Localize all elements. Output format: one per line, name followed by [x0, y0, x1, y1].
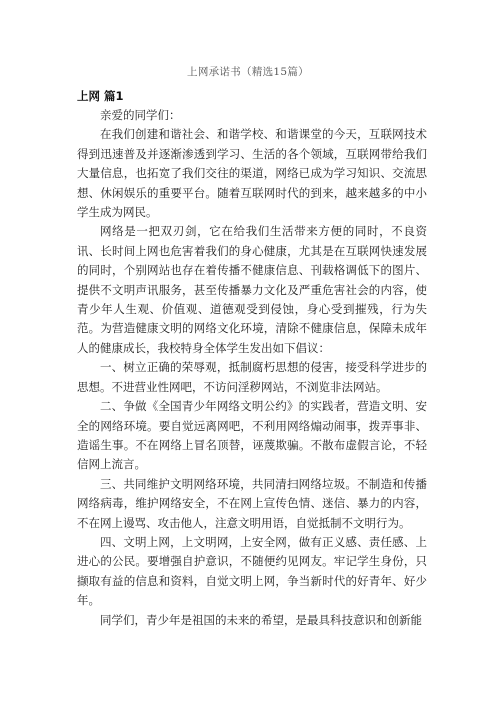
- document-body: [77, 86, 427, 630]
- section-heading: 上网 篇1: [77, 89, 124, 103]
- document-title: 上网承诺书（精选15篇）: [187, 66, 309, 78]
- paragraph-intro: 在我们创建和谐社会、和谐学校、和谐课堂的今天，互联网技术得到迅速普及并逐渐渗透到学习、生活的各个领域，互联网带给我们大量信息，也拓宽了我们交往的渠道，网络已成为学习知识、交流思想、休闲娱乐的重要平台。随着互联网时代的到来，越来越多的中小学生成为网民。: [77, 127, 427, 220]
- paragraph-item-1: 一、树立正确的荣辱观，抵制腐朽思想的侵害，接受科学进步的思想。不进营业性网吧，不访问淫秽网站，不浏览非法网站。: [77, 360, 427, 394]
- paragraph-item-3: 三、共同维护文明网络环境，共同清扫网络垃圾。不制造和传播网络病毒，维护网络安全，不在网上宣传色情、迷信、暴力的内容，不在网上谩骂、攻击他人，注意文明用语，自觉抵制不文明行为。: [77, 476, 427, 530]
- paragraph-salutation: 亲爱的同学们：: [100, 108, 181, 122]
- paragraph-item-2: 二、争做《全国青少年网络文明公约》的实践者，营造文明、安全的网络环境。要自觉远离网吧，不利用网络煽动闹事，拨弄事非、造谣生事。不在网络上冒名顶替，诬蔑欺骗。不散布虚假言论，不轻信网上流言。: [77, 399, 427, 472]
- paragraph-closing: 同学们，青少年是祖国的未来的希望，是最具科技意识和创新能: [100, 612, 422, 627]
- paragraph-double-edged-sword: 网络是一把双刃剑，它在给我们生活带来方便的同时，不良资讯、长时间上网也危害着我们的身心健康，尤其是在互联网快速发展的同时，个别网站也存在着传播不健康信息、刊载格调低下的图片、提供不文明声讯服务，甚至传播暴力文化及严重危害社会的内容，使青少年人生观、价值观、道德观受到侵蚀，身心受到摧残，行为失范。为营造健康文明的网络文化环境，清除不健康信息，保障未成年人的健康成长，我校特身全体学生发出如下倡议：: [77, 224, 427, 355]
- paragraph-item-4: 四、文明上网，上文明网，上安全网，做有正义感、责任感、上进心的公民。要增强自护意识，不随便约见网友。牢记学生身份，只撷取有益的信息和资料，自觉文明上网，争当新时代的好青年、好少年。: [77, 534, 427, 608]
